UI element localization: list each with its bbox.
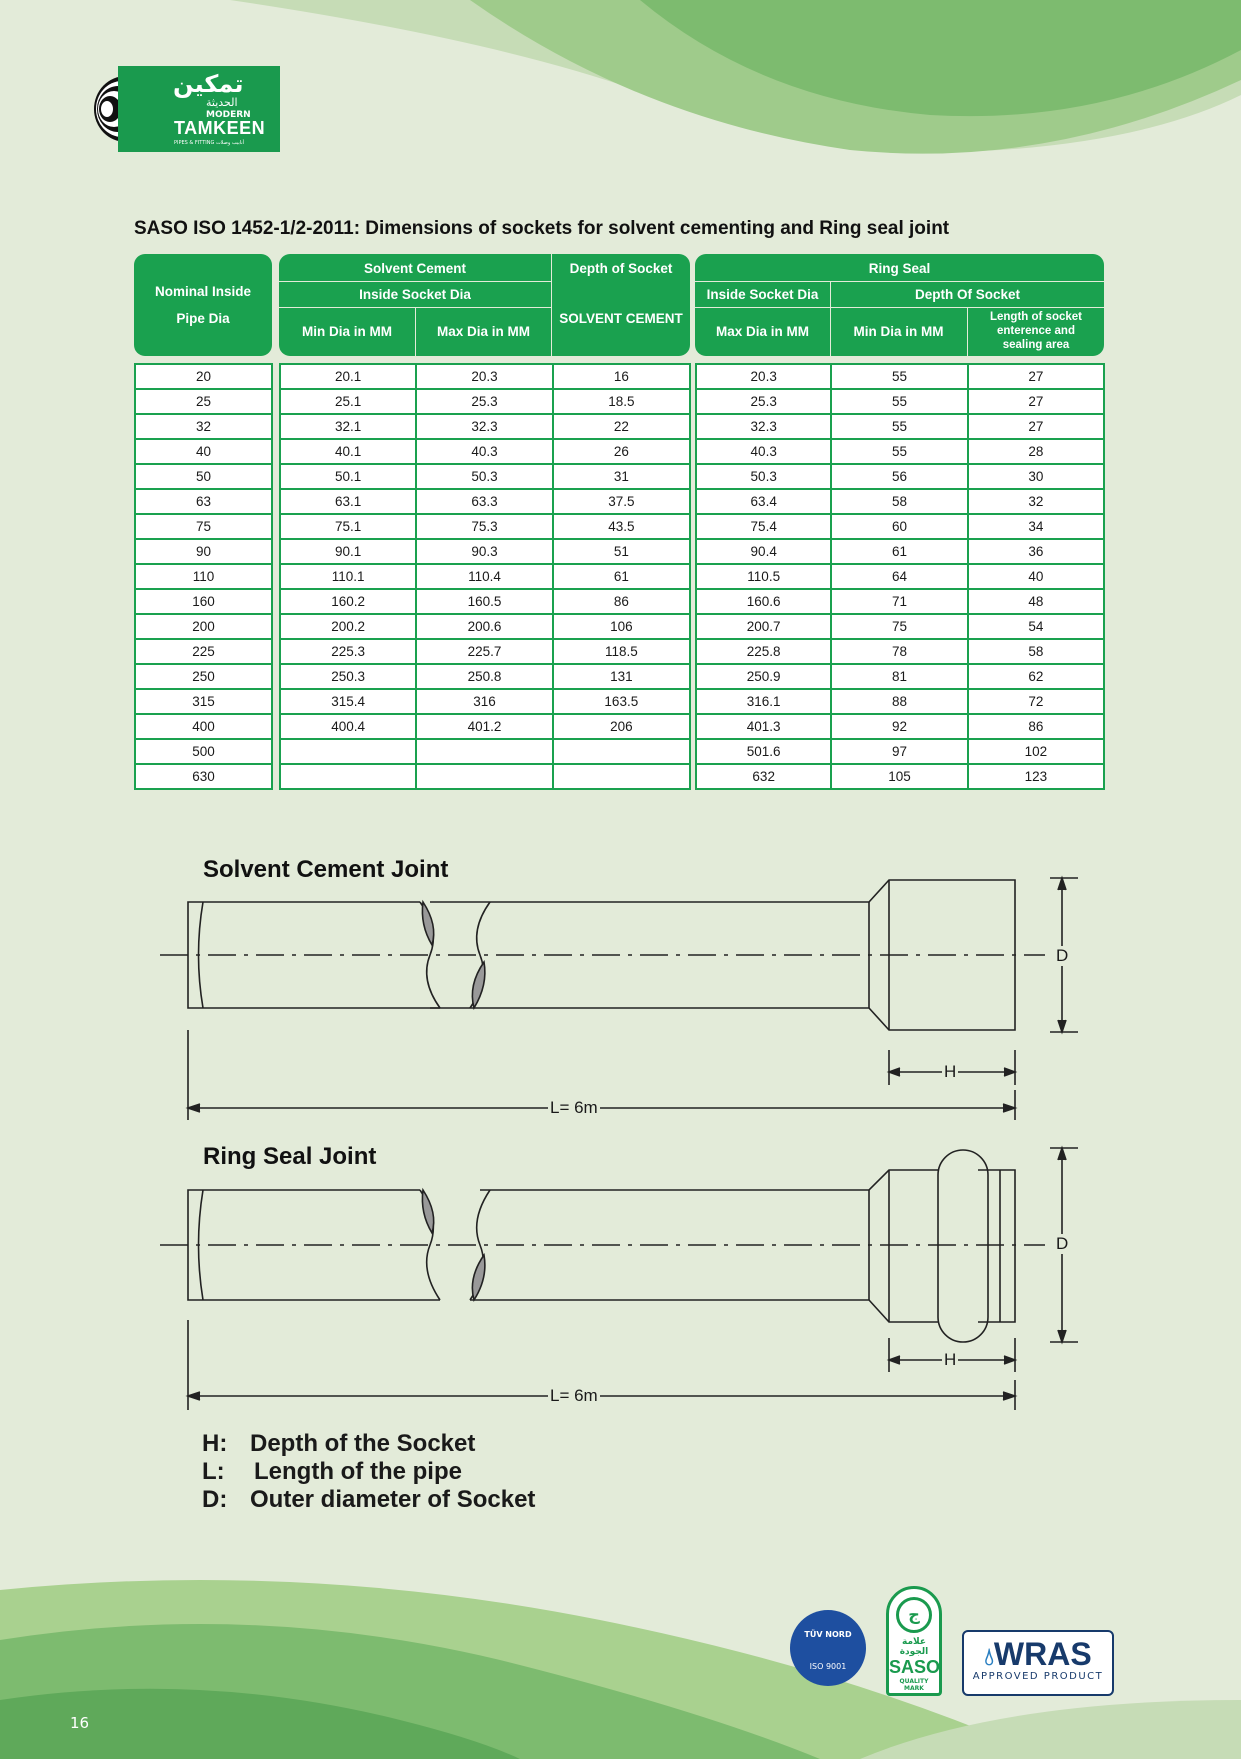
- saso-label: SASO: [889, 1657, 941, 1677]
- table-cell: 60: [831, 514, 967, 539]
- wras-text: WRAS: [993, 1636, 1092, 1672]
- tuv-badge: [790, 1610, 866, 1686]
- table-cell: 48: [968, 589, 1104, 614]
- header-rs-max-dia: Max Dia in MM: [715, 323, 809, 339]
- table-cell: 40.3: [416, 439, 552, 464]
- legend-key: L:: [202, 1458, 225, 1485]
- header-inside-socket-dia: Inside Socket Dia: [359, 286, 471, 302]
- wras-badge: [962, 1630, 1114, 1696]
- table-cell: 400.4: [280, 714, 416, 739]
- table-cell: 20.3: [696, 364, 831, 389]
- table-cell: 28: [968, 439, 1104, 464]
- legend-key: D:: [202, 1486, 228, 1513]
- table-cell: 225.8: [696, 639, 831, 664]
- saso-sub: QUALITY MARK: [899, 1678, 929, 1692]
- solvent-d-label: D: [1056, 946, 1069, 965]
- table-cell: 56: [831, 464, 967, 489]
- header-rs-inside-socket-dia: Inside Socket Dia: [706, 286, 819, 302]
- table-cell: 160.6: [696, 589, 831, 614]
- table-cell: 62: [968, 664, 1104, 689]
- table-cell: 110.1: [280, 564, 416, 589]
- table-cell: 206: [553, 714, 690, 739]
- table-cell: 131: [553, 664, 690, 689]
- table-cell: 26: [553, 439, 690, 464]
- table-cell: 501.6: [696, 739, 831, 764]
- table-cell: 105: [831, 764, 967, 789]
- legend-text: Outer diameter of Socket: [250, 1486, 536, 1513]
- table-cell: 90.4: [696, 539, 831, 564]
- table-cell: 25.3: [416, 389, 552, 414]
- table-cell: 400: [135, 714, 272, 739]
- table-cell: 75.1: [280, 514, 416, 539]
- table-cell: 63.4: [696, 489, 831, 514]
- ring-length-label: L= 6m: [550, 1386, 598, 1405]
- logo-name: TAMKEEN: [174, 118, 266, 138]
- table-cell: 61: [553, 564, 690, 589]
- table-cell: 63.1: [280, 489, 416, 514]
- table-cell: 37.5: [553, 489, 690, 514]
- legend-d: [202, 1486, 535, 1514]
- header-rs-min-dia: Min Dia in MM: [853, 323, 944, 339]
- logo-arabic-name: تمكين: [173, 70, 244, 98]
- table-cell: 64: [831, 564, 967, 589]
- table-cell: 75: [831, 614, 967, 639]
- table-cell: 316: [416, 689, 552, 714]
- table-cell: 34: [968, 514, 1104, 539]
- saso-icon: ج: [896, 1597, 932, 1633]
- table-cell: 106: [553, 614, 690, 639]
- header-solvent-caps: SOLVENT CEMENT: [559, 310, 683, 326]
- header-rs-depth-of-socket: Depth Of Socket: [914, 286, 1020, 302]
- table-cell: 163.5: [553, 689, 690, 714]
- table-cell: 123: [968, 764, 1104, 789]
- solvent-joint-title: Solvent Cement Joint: [203, 856, 449, 883]
- table-cell: 40.3: [696, 439, 831, 464]
- table-cell: 75.3: [416, 514, 552, 539]
- table-cell: 160.5: [416, 589, 552, 614]
- table-cell: 200.7: [696, 614, 831, 639]
- table-cell: 20.3: [416, 364, 552, 389]
- table-cell: 90.3: [416, 539, 552, 564]
- header-nominal-line1: Nominal Inside: [154, 284, 252, 299]
- table-cell: 58: [831, 489, 967, 514]
- table-cell: 32.1: [280, 414, 416, 439]
- table-cell: 20: [135, 364, 272, 389]
- table-cell: 315: [135, 689, 272, 714]
- table-cell: 50: [135, 464, 272, 489]
- table-cell: 51: [553, 539, 690, 564]
- saso-arabic: علامة الجودة: [899, 1637, 929, 1657]
- table-cell: 32: [968, 489, 1104, 514]
- ring-h-label: H: [944, 1350, 957, 1369]
- table-cell: 90: [135, 539, 272, 564]
- table-cell: 160: [135, 589, 272, 614]
- table-cell: 401.3: [696, 714, 831, 739]
- table-cell: 27: [968, 364, 1104, 389]
- table-cell: 58: [968, 639, 1104, 664]
- legend-l: [202, 1458, 462, 1486]
- table-cell: 30: [968, 464, 1104, 489]
- tuv-label: TÜV NORD: [804, 1630, 852, 1639]
- logo-modern: MODERN: [206, 110, 251, 120]
- table-cell: 63: [135, 489, 272, 514]
- page-number: 16: [70, 1714, 90, 1732]
- table-cell: 200: [135, 614, 272, 639]
- table-cell: 27: [968, 389, 1104, 414]
- table-cell: 40: [135, 439, 272, 464]
- table-cell: 97: [831, 739, 967, 764]
- table-cell: 72: [968, 689, 1104, 714]
- table-cell: 250.8: [416, 664, 552, 689]
- table-cell: 86: [968, 714, 1104, 739]
- table-cell: 32.3: [416, 414, 552, 439]
- header-nominal-line2: Pipe Dia: [176, 311, 230, 326]
- header-ring-seal: Ring Seal: [868, 260, 931, 276]
- table-cell: 78: [831, 639, 967, 664]
- table-cell: 200.6: [416, 614, 552, 639]
- ring-joint-title: Ring Seal Joint: [203, 1143, 377, 1170]
- legend-text: Length of the pipe: [254, 1458, 462, 1485]
- table-cell: 110.5: [696, 564, 831, 589]
- table-cell: 31: [553, 464, 690, 489]
- table-cell: 90.1: [280, 539, 416, 564]
- header-depth-of-socket: Depth of Socket: [569, 260, 673, 276]
- header-max-dia: Max Dia in MM: [436, 323, 530, 339]
- table-cell: 118.5: [553, 639, 690, 664]
- table-cell: 50.3: [696, 464, 831, 489]
- table-cell: 32: [135, 414, 272, 439]
- table-cell: 32.3: [696, 414, 831, 439]
- table-cell: 25.1: [280, 389, 416, 414]
- table-cell: 40.1: [280, 439, 416, 464]
- legend-text: Depth of the Socket: [250, 1430, 476, 1457]
- table-cell: 54: [968, 614, 1104, 639]
- table-cell: 316.1: [696, 689, 831, 714]
- table-cell: 63.3: [416, 489, 552, 514]
- table-cell: 110: [135, 564, 272, 589]
- table-cell: 55: [831, 389, 967, 414]
- table-cell: 102: [968, 739, 1104, 764]
- table-cell: 25.3: [696, 389, 831, 414]
- table-cell: 16: [553, 364, 690, 389]
- table-cell: 55: [831, 364, 967, 389]
- table-cell: 500: [135, 739, 272, 764]
- table-cell: 22: [553, 414, 690, 439]
- table-cell: 81: [831, 664, 967, 689]
- solvent-joint-drawing: [160, 878, 1078, 1120]
- table-cell: 225.3: [280, 639, 416, 664]
- table-cell: 86: [553, 589, 690, 614]
- logo-arabic-sub: الحديثة: [206, 96, 238, 109]
- table-cell: 630: [135, 764, 272, 789]
- table-cell: 27: [968, 414, 1104, 439]
- ring-d-label: D: [1056, 1234, 1069, 1253]
- legend-key: H:: [202, 1430, 228, 1457]
- table-cell: 20.1: [280, 364, 416, 389]
- solvent-h-label: H: [944, 1062, 957, 1081]
- logo-tagline: PIPES & FITTING أنابيب وصلات: [174, 140, 245, 146]
- solvent-length-label: L= 6m: [550, 1098, 598, 1117]
- tuv-iso: ISO 9001: [809, 1662, 847, 1671]
- table-cell: 25: [135, 389, 272, 414]
- table-cell: 88: [831, 689, 967, 714]
- saso-badge: [886, 1586, 942, 1696]
- table-cell: 55: [831, 439, 967, 464]
- table-cell: 50.3: [416, 464, 552, 489]
- table-cell: 401.2: [416, 714, 552, 739]
- table-cell: 61: [831, 539, 967, 564]
- table-cell: 315.4: [280, 689, 416, 714]
- table-cell: 250.3: [280, 664, 416, 689]
- table-cell: 225: [135, 639, 272, 664]
- table-cell: 71: [831, 589, 967, 614]
- table-cell: 92: [831, 714, 967, 739]
- table-cell: 43.5: [553, 514, 690, 539]
- header-solvent-cement: Solvent Cement: [363, 260, 467, 276]
- table-cell: 18.5: [553, 389, 690, 414]
- ring-seal-joint-drawing: [160, 1148, 1078, 1410]
- table-cell: 632: [696, 764, 831, 789]
- water-drop-icon: 💧︎: [984, 1644, 994, 1671]
- header-rs-length: Length of socket enterence and sealing area: [989, 311, 1082, 351]
- table-cell: 250.9: [696, 664, 831, 689]
- wras-sub: APPROVED PRODUCT: [972, 1671, 1104, 1682]
- table-cell: 75.4: [696, 514, 831, 539]
- header-min-dia: Min Dia in MM: [302, 323, 392, 339]
- wras-label: [964, 1636, 1112, 1673]
- table-cell: 160.2: [280, 589, 416, 614]
- legend-h: [202, 1430, 475, 1458]
- table-cell: 110.4: [416, 564, 552, 589]
- table-cell: 50.1: [280, 464, 416, 489]
- table-cell: 40: [968, 564, 1104, 589]
- table-cell: 36: [968, 539, 1104, 564]
- table-cell: 75: [135, 514, 272, 539]
- table-cell: 200.2: [280, 614, 416, 639]
- table-title: SASO ISO 1452-1/2-2011: Dimensions of sockets for solvent cementing and Ring seal joint: [134, 218, 950, 239]
- table-cell: 55: [831, 414, 967, 439]
- table-cell: 225.7: [416, 639, 552, 664]
- table-cell: 250: [135, 664, 272, 689]
